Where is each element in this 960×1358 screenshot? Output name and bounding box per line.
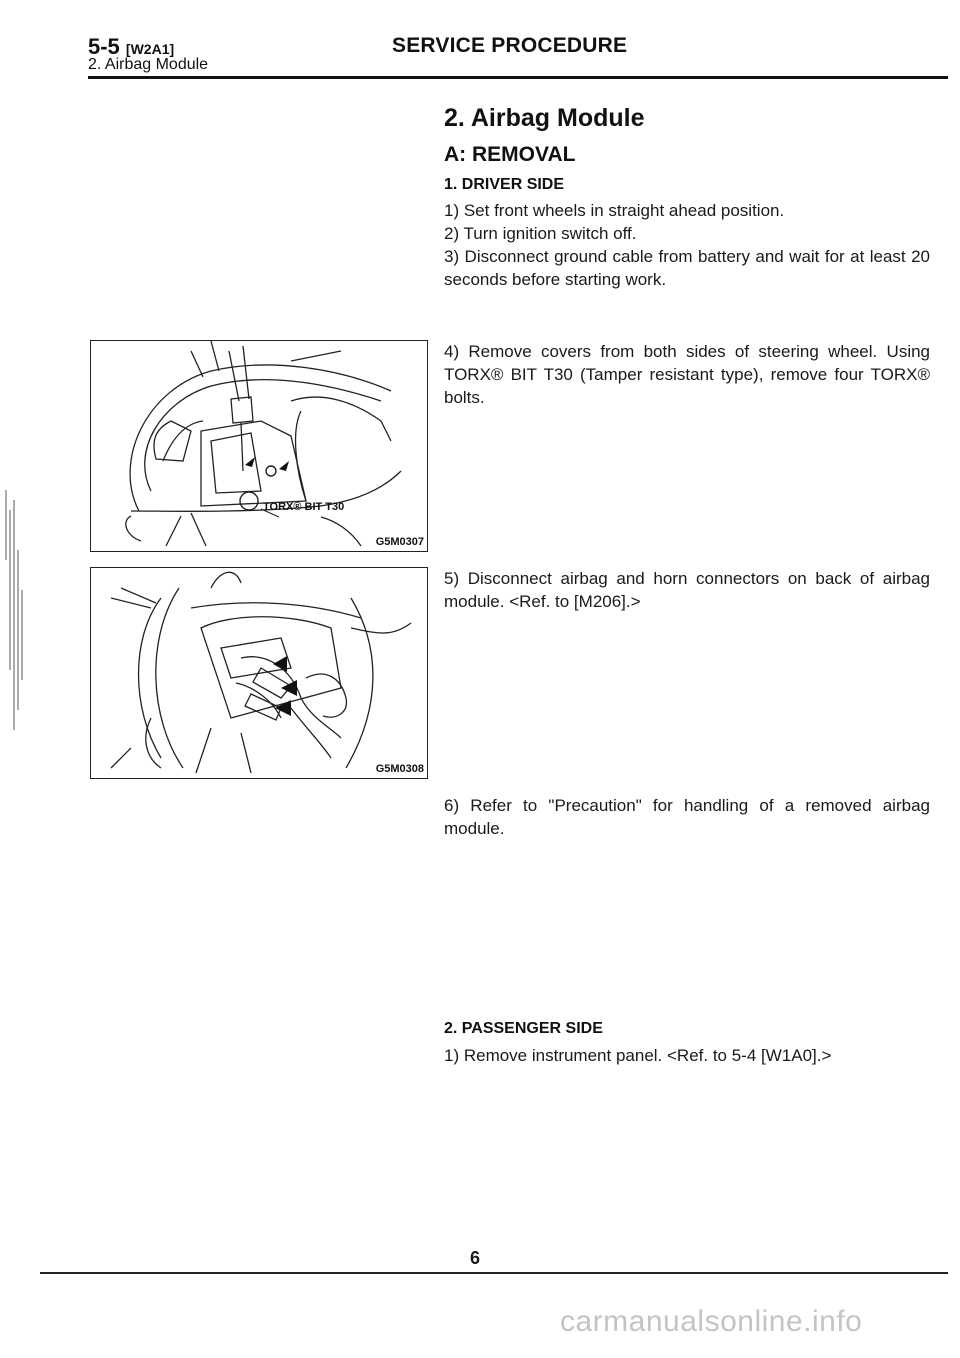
- figure-code: G5M0308: [375, 763, 424, 775]
- driver-steps-1-3: [444, 199, 930, 291]
- site-watermark: carmanualsonline.info: [560, 1305, 863, 1338]
- figure-torx-bolts: [90, 340, 428, 552]
- passenger-step-1: 1) Remove instrument panel. <Ref. to 5-4 [W1A0].>: [444, 1046, 832, 1065]
- binding-scan-artifact: [0, 470, 30, 790]
- driver-side-heading: 1. DRIVER SIDE: [444, 176, 565, 193]
- driver-step-4: [444, 340, 930, 409]
- step-2: 2) Turn ignition switch off.: [444, 224, 637, 243]
- section-number: 5-5 [W2A1]: [88, 34, 175, 59]
- footer-rule: [40, 1272, 948, 1274]
- step-1: 1) Set front wheels in straight ahead position.: [444, 201, 785, 220]
- section-code: [W2A1]: [125, 41, 175, 57]
- page-title: SERVICE PROCEDURE: [392, 34, 628, 57]
- step-3: 3) Disconnect ground cable from battery and wait for at least 20 seconds before starting work.: [444, 247, 930, 289]
- driver-step-5: [444, 567, 930, 613]
- steering-wheel-torx-illustration: [91, 341, 427, 551]
- figure-airbag-connectors: [90, 567, 428, 779]
- driver-step-6: [444, 794, 930, 840]
- step-5: 5) Disconnect airbag and horn connectors on back of airbag module. <Ref. to [M206].>: [444, 569, 930, 611]
- header-rule: [88, 76, 948, 79]
- section-heading: 2. Airbag Module: [444, 104, 645, 132]
- figure-code: G5M0307: [375, 536, 424, 548]
- step-6: 6) Refer to "Precaution" for handling of a removed airbag module.: [444, 796, 930, 838]
- page-number: 6: [470, 1248, 481, 1268]
- torx-bit-callout: TORX® BIT T30: [263, 501, 345, 513]
- passenger-side-heading: 2. PASSENGER SIDE: [444, 1020, 603, 1037]
- section-subtitle: 2. Airbag Module: [88, 56, 209, 73]
- passenger-steps: [444, 1044, 930, 1067]
- step-4: 4) Remove covers from both sides of steering wheel. Using TORX® BIT T30 (Tamper resistant type), remove four TORX® bolts.: [444, 342, 930, 407]
- removal-heading: A: REMOVAL: [444, 143, 576, 166]
- airbag-connector-illustration: [91, 568, 427, 778]
